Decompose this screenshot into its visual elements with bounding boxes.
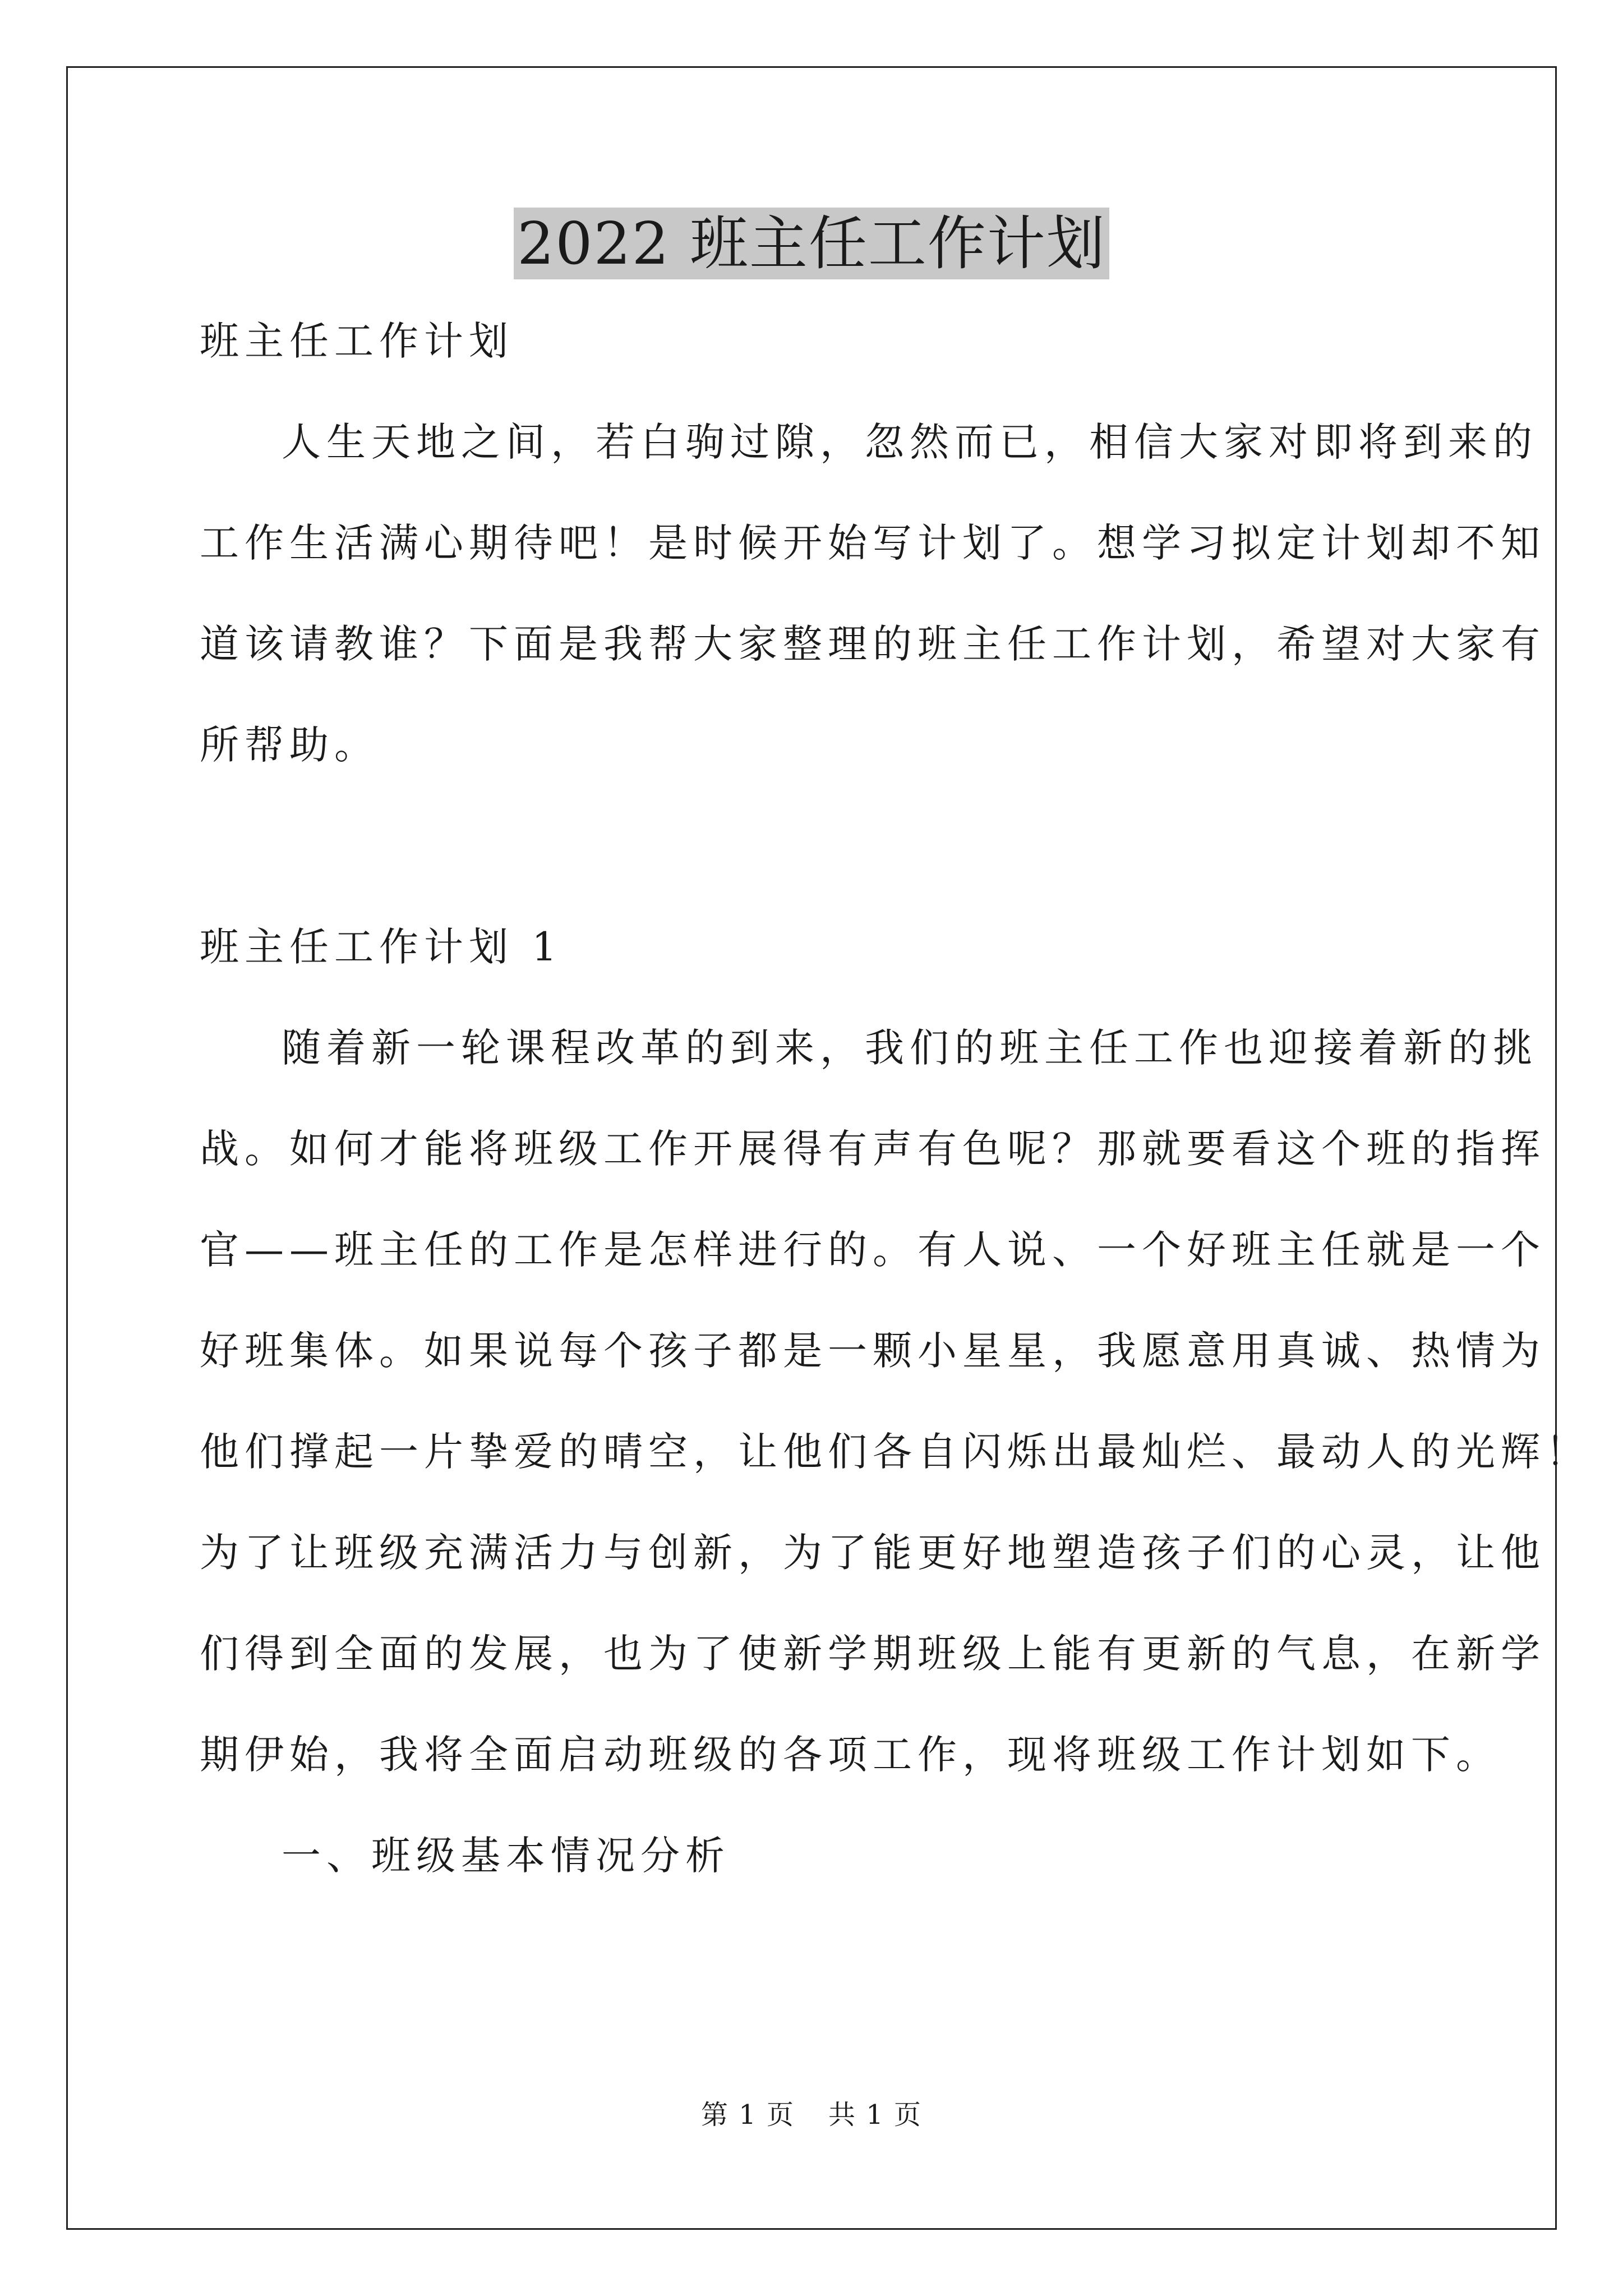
intro-line: 道该请教谁？下面是我帮大家整理的班主任工作计划，希望对大家有: [200, 621, 1546, 667]
section1-line: 随着新一轮课程改革的到来，我们的班主任工作也迎接着新的挑: [282, 1025, 1538, 1071]
document-title-text: 2022 班主任工作计划: [514, 208, 1109, 279]
page-number: 第 1 页: [700, 2099, 795, 2131]
section1-line: 他们撑起一片挚爱的晴空，让他们各自闪烁出最灿烂、最动人的光辉！: [200, 1429, 1590, 1475]
intro-line: 人生天地之间，若白驹过隙，忽然而已，相信大家对即将到来的: [282, 419, 1538, 465]
page-total: 共 1 页: [828, 2099, 923, 2131]
section1-line: 好班集体。如果说每个孩子都是一颗小星星，我愿意用真诚、热情为: [200, 1328, 1546, 1374]
section1-line: 期伊始，我将全面启动班级的各项工作，现将班级工作计划如下。: [200, 1732, 1501, 1778]
document-title: [0, 208, 1623, 279]
subheading: 一、班级基本情况分析: [282, 1833, 730, 1879]
page-footer: [0, 2098, 1623, 2132]
intro-line: 工作生活满心期待吧！是时候开始写计划了。想学习拟定计划却不知: [200, 520, 1546, 566]
intro-line: 所帮助。: [200, 722, 379, 768]
intro-heading: 班主任工作计划: [200, 318, 514, 364]
section1-line: 为了让班级充满活力与创新，为了能更好地塑造孩子们的心灵，让他: [200, 1530, 1546, 1576]
section1-line: 战。如何才能将班级工作开展得有声有色呢？那就要看这个班的指挥: [200, 1126, 1546, 1172]
section1-line: 官——班主任的工作是怎样进行的。有人说、一个好班主任就是一个: [200, 1227, 1546, 1273]
section1-heading: 班主任工作计划 1: [200, 924, 562, 970]
section1-line: 们得到全面的发展，也为了使新学期班级上能有更新的气息，在新学: [200, 1631, 1546, 1677]
